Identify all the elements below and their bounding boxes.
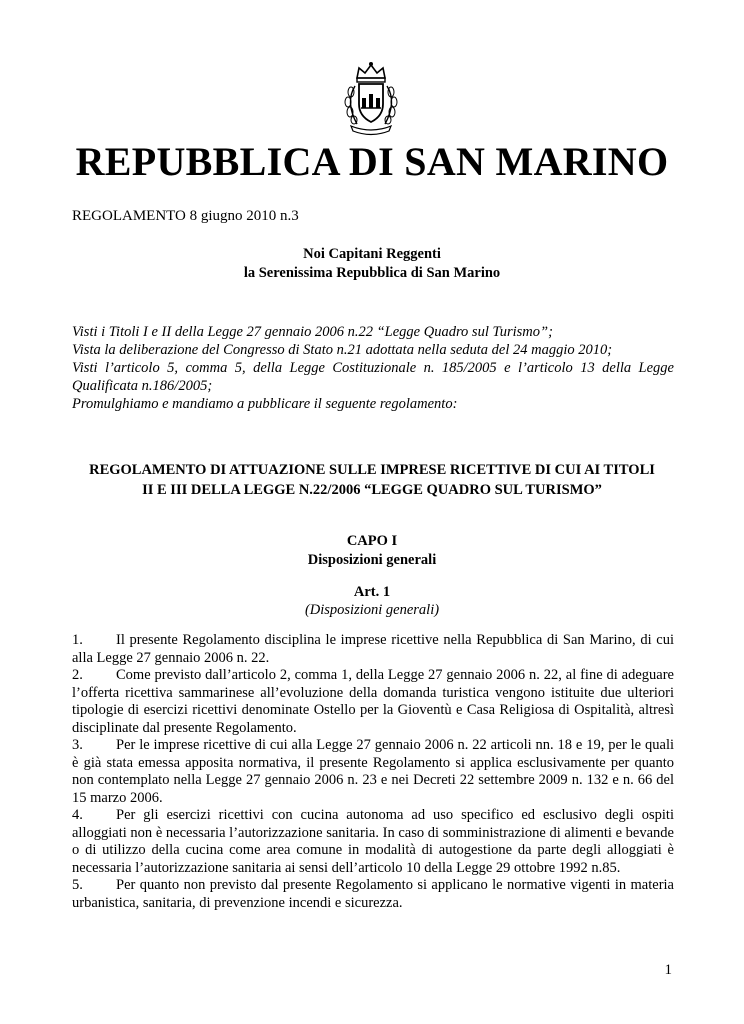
paragraph-text: Per gli esercizi ricettivi con cucina autonoma ad uso specifico ed esclusivo degli ospiti alloggiati non è necessaria l’autorizzazione sanitaria. In caso di somministrazione di alimenti e bevande o di utilizzo della cucina come area comune in modalità di autogestione da parte degli alloggiati è necessaria l’autorizzazione sanitaria ai sensi dell’articolo 10 della Legge 29 ottobre 1992 n.85.: [72, 807, 674, 876]
chapter-title: Disposizioni generali: [307, 552, 437, 568]
paragraph-text: Come previsto dall’articolo 2, comma 1, della Legge 27 gennaio 2006 n. 22, al fine di adeguare l’offerta ricettiva sammarinese all’evoluzione della domanda turistica vengono istituite due ulteriori tipologie di esercizi ricettivi denominate Ostello per la Gioventù e Casa Religiosa di Ospitalità, altresì disciplinate dal presente Regolamento.: [72, 667, 674, 736]
paragraph-text: Per quanto non previsto dal presente Regolamento si applicano le normative vigenti in materia urbanistica, sanitaria, di prevenzione incendi e sicurezza.: [72, 877, 674, 911]
paragraph-number: 5.: [72, 877, 83, 893]
regulation-reference: REGOLAMENTO 8 giugno 2010 n.3: [72, 208, 299, 224]
preamble-line: Visti l’articolo 5, comma 5, della Legge Costituzionale n. 185/2005 e l’articolo 13 della Legge Qualificata n.186/2005;: [72, 360, 674, 394]
article-paragraph: [72, 807, 674, 877]
article-number: Art. 1: [353, 584, 391, 600]
page-number: 1: [664, 962, 672, 978]
article-paragraph: [72, 632, 674, 667]
preamble: [72, 323, 674, 413]
preamble-line: Visti i Titoli I e II della Legge 27 gennaio 2006 n.22 “Legge Quadro sul Turismo”;: [72, 324, 553, 340]
san-marino-coat-of-arms-icon: [337, 60, 405, 136]
paragraph-text: Per le imprese ricettive di cui alla Legge 27 gennaio 2006 n. 22 articoli nn. 18 e 19, per le quali è già stata emessa apposita normativa, il presente Regolamento si applica esclusivamente per quanto non contemplato nella Legge 27 gennaio 2006 n. 23 e nei Decreti 22 settembre 2009 n. 132 e n. 66 del 15 marzo 2006.: [72, 737, 674, 806]
article-paragraph: [72, 877, 674, 912]
article-paragraph: [72, 737, 674, 807]
preamble-line: Promulghiamo e mandiamo a pubblicare il seguente regolamento:: [72, 396, 458, 412]
chapter-number: CAPO I: [346, 533, 398, 549]
issuer-line-1: Noi Capitani Reggenti: [303, 246, 441, 262]
preamble-line: Vista la deliberazione del Congresso di Stato n.21 adottata nella seduta del 24 maggio 2010;: [72, 342, 613, 358]
document-title: REPUBBLICA DI SAN MARINO: [75, 139, 669, 184]
paragraph-number: 4.: [72, 807, 83, 823]
paragraph-text: Il presente Regolamento disciplina le imprese ricettive nella Repubblica di San Marino, di cui alla Legge 27 gennaio 2006 n. 22.: [72, 632, 674, 666]
paragraph-number: 3.: [72, 737, 83, 753]
paragraph-number: 2.: [72, 667, 83, 683]
article-title: (Disposizioni generali): [304, 602, 440, 618]
regulation-title-line-2: II E III DELLA LEGGE N.22/2006 “LEGGE QUADRO SUL TURISMO”: [142, 482, 602, 498]
paragraph-number: 1.: [72, 632, 83, 648]
article-body: [72, 632, 674, 912]
article-paragraph: [72, 667, 674, 737]
regulation-title-line-1: REGOLAMENTO DI ATTUAZIONE SULLE IMPRESE RICETTIVE DI CUI AI TITOLI: [89, 462, 655, 478]
issuer-line-2: la Serenissima Repubblica di San Marino: [243, 265, 501, 281]
